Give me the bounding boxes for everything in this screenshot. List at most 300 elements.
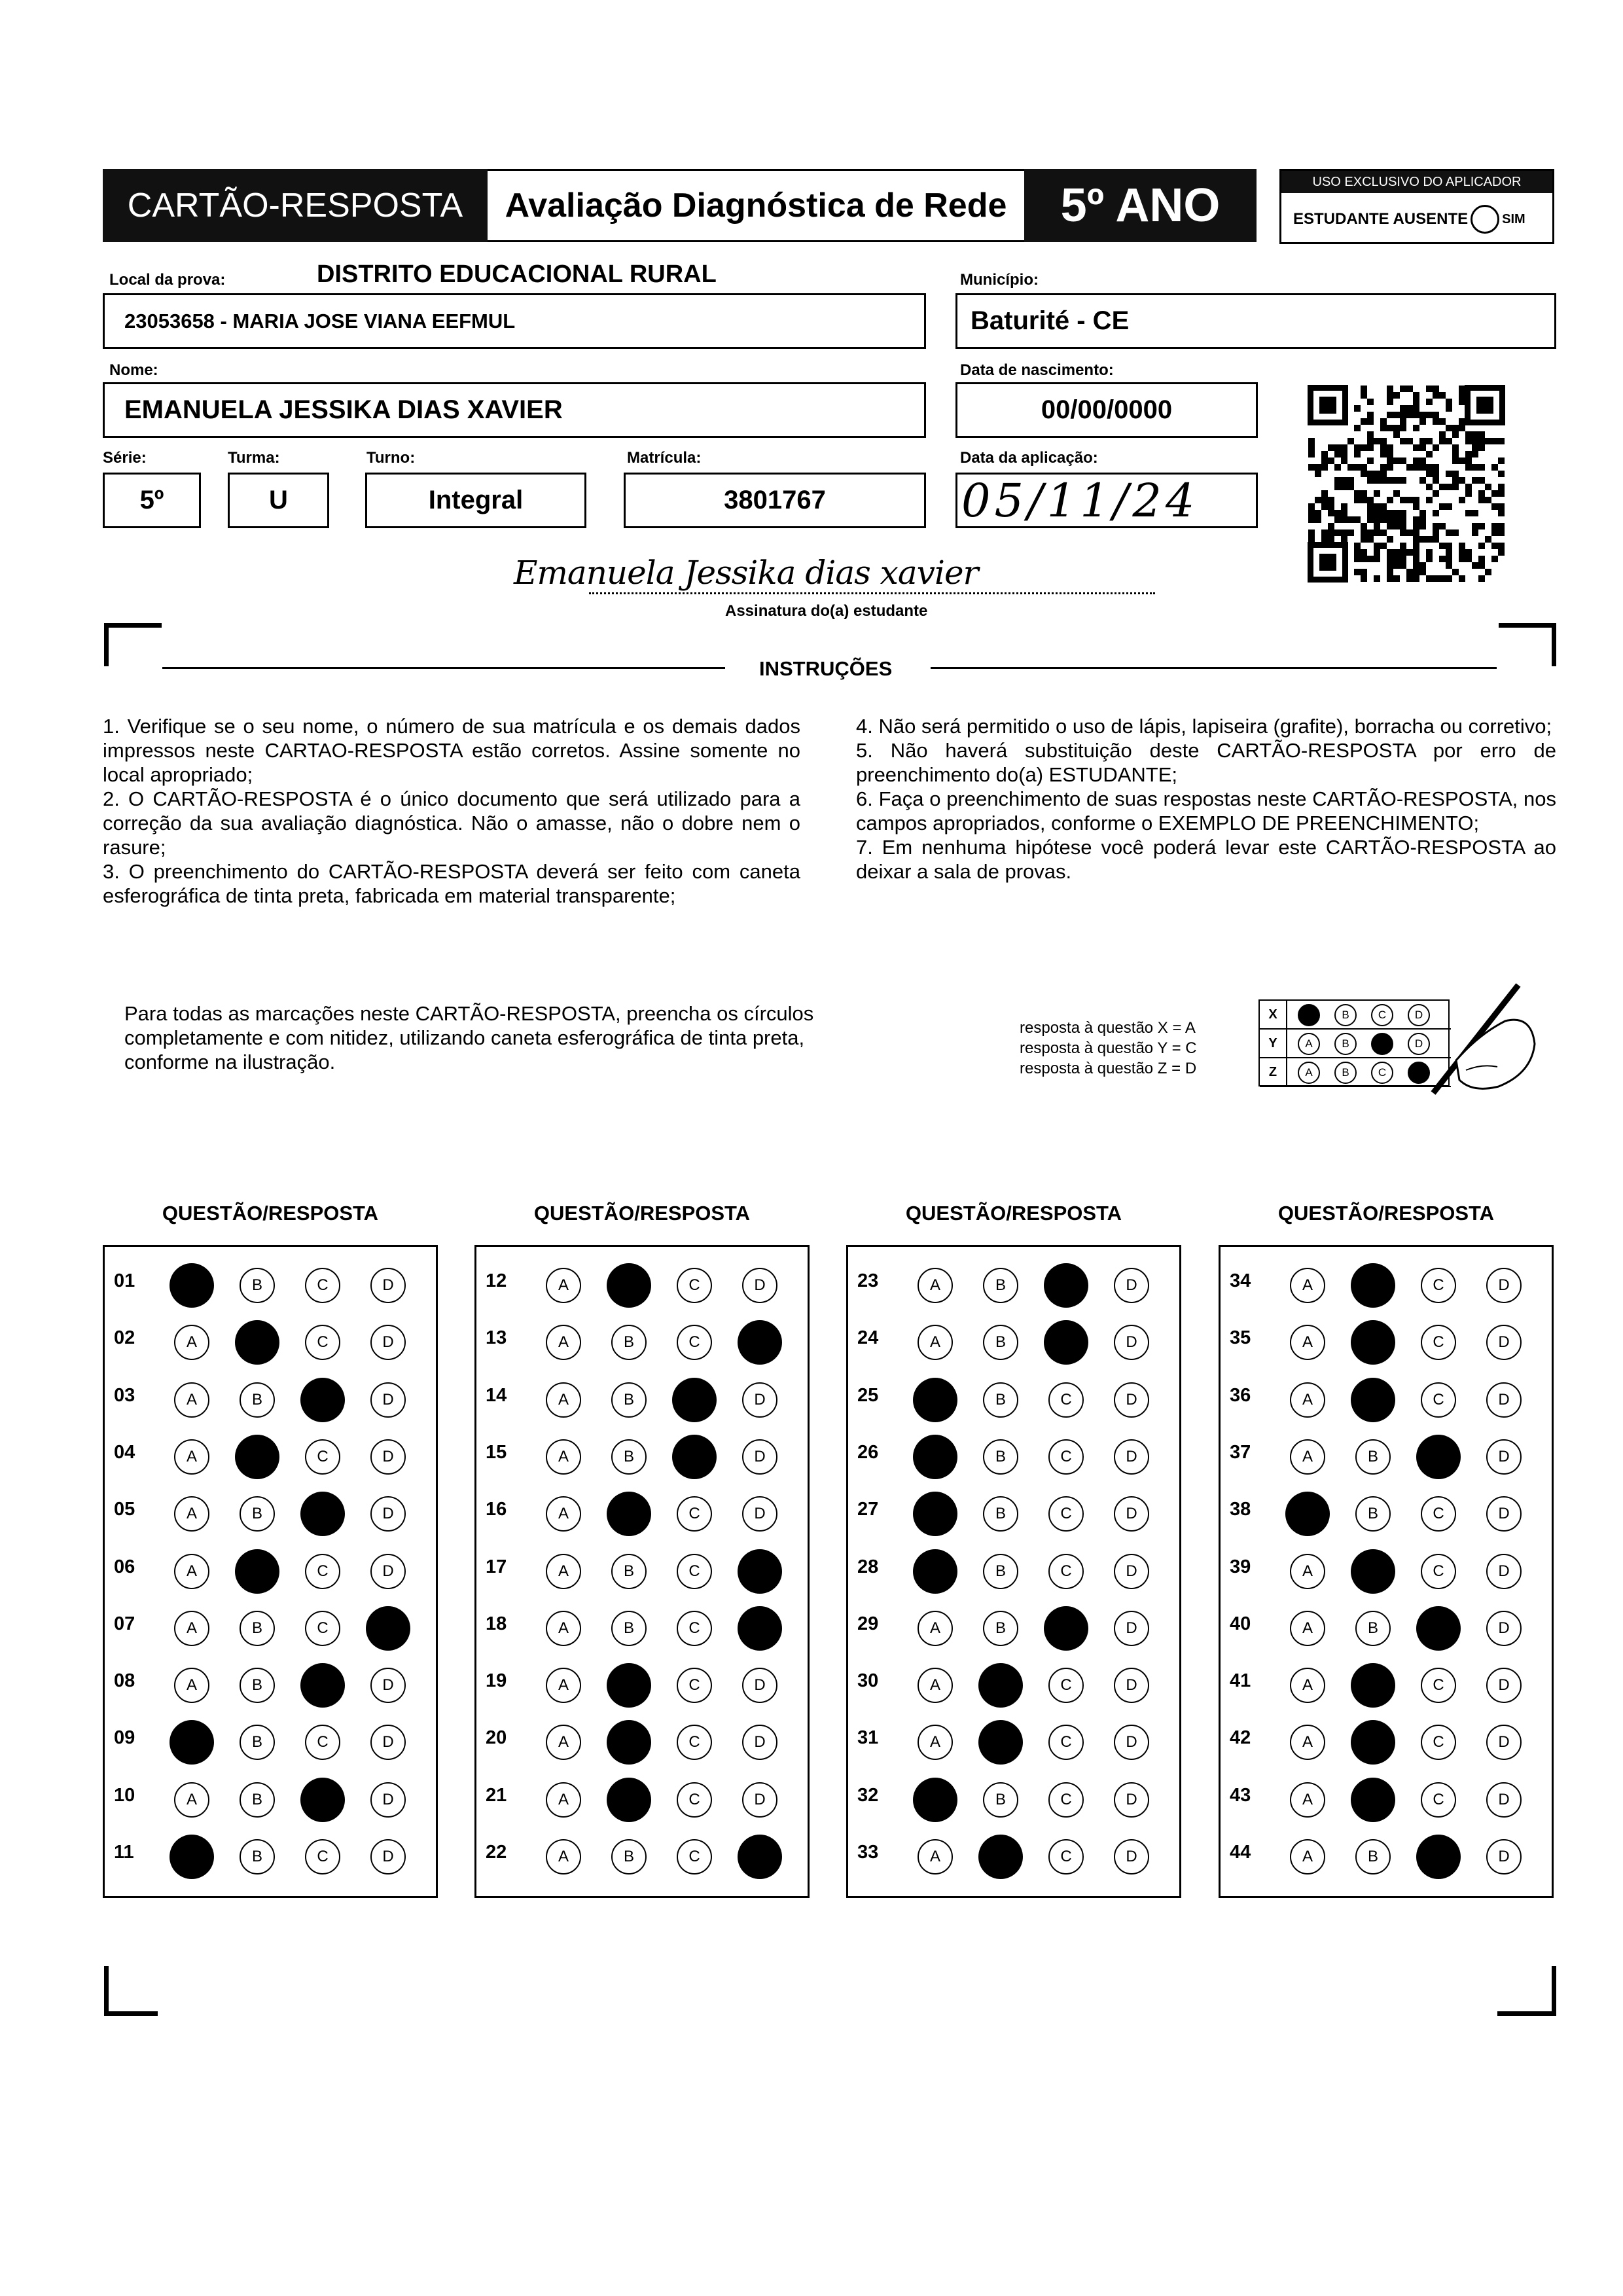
qr-module: [1334, 529, 1341, 536]
answer-bubble-a[interactable]: [169, 1720, 214, 1765]
qr-module: [1413, 392, 1419, 399]
answer-bubble-b[interactable]: [1351, 1378, 1395, 1422]
answer-bubble-c[interactable]: [672, 1435, 717, 1479]
qr-module: [1387, 497, 1393, 503]
answer-bubble-d[interactable]: D: [742, 1725, 777, 1760]
answer-bubble-a[interactable]: A: [546, 1839, 581, 1874]
answer-bubble-c[interactable]: C: [1421, 1554, 1456, 1589]
qr-module: [1380, 529, 1387, 536]
qr-module: [1387, 523, 1393, 529]
answer-bubble-a[interactable]: A: [546, 1325, 581, 1360]
pen-hand-icon: [1420, 982, 1538, 1106]
qr-module: [1400, 425, 1406, 431]
answer-bubble-b[interactable]: [235, 1320, 279, 1365]
answer-bubble-c[interactable]: [1416, 1435, 1461, 1479]
column-title: QUESTÃO/RESPOSTA: [1277, 1202, 1495, 1225]
answer-bubble-d[interactable]: D: [742, 1382, 777, 1418]
answer-bubble-b[interactable]: [235, 1435, 279, 1479]
answer-bubble-a[interactable]: A: [174, 1668, 209, 1703]
answer-bubble-c[interactable]: C: [677, 1325, 712, 1360]
qr-module: [1354, 549, 1361, 556]
answer-bubble-d[interactable]: D: [1486, 1782, 1522, 1818]
qr-module: [1478, 556, 1485, 562]
qr-module: [1491, 543, 1498, 549]
qr-module: [1361, 536, 1367, 543]
answer-bubble-c[interactable]: C: [677, 1554, 712, 1589]
qr-module: [1367, 438, 1374, 444]
answer-bubble-c[interactable]: [1044, 1606, 1088, 1651]
question-number: 13: [486, 1327, 507, 1349]
answer-bubble-a[interactable]: A: [174, 1325, 209, 1360]
answer-bubble-a[interactable]: [169, 1835, 214, 1879]
answer-bubble-d[interactable]: [738, 1606, 782, 1651]
answer-bubble-a[interactable]: A: [1290, 1782, 1325, 1818]
answer-bubble-d[interactable]: [738, 1320, 782, 1365]
question-row: [1221, 1603, 1552, 1642]
qr-module: [1465, 556, 1472, 562]
answer-bubble-d[interactable]: D: [1486, 1382, 1522, 1418]
answer-bubble-c[interactable]: [1044, 1263, 1088, 1308]
answer-bubble-d[interactable]: D: [370, 1325, 406, 1360]
answer-bubble-a[interactable]: A: [1290, 1839, 1325, 1874]
qr-module: [1433, 523, 1439, 529]
nascimento-label: Data de nascimento:: [960, 361, 1114, 379]
answer-bubble-a[interactable]: A: [918, 1325, 953, 1360]
qr-module: [1374, 556, 1380, 562]
answer-bubble-b[interactable]: B: [983, 1611, 1018, 1646]
answer-bubble-d[interactable]: D: [1486, 1439, 1522, 1475]
qr-module: [1341, 536, 1347, 543]
answer-bubble-d[interactable]: D: [1114, 1725, 1149, 1760]
answer-bubble-c[interactable]: C: [305, 1268, 340, 1303]
qr-module: [1413, 549, 1419, 556]
answer-bubble-c[interactable]: C: [677, 1611, 712, 1646]
answer-bubble-c[interactable]: C: [677, 1782, 712, 1818]
answer-bubble-c[interactable]: C: [677, 1668, 712, 1703]
answer-bubble-a[interactable]: A: [174, 1554, 209, 1589]
qr-module: [1387, 516, 1393, 523]
answer-bubble-a[interactable]: A: [918, 1839, 953, 1874]
qr-module: [1393, 516, 1400, 523]
qr-module: [1419, 536, 1426, 543]
answer-bubble-d[interactable]: D: [1114, 1782, 1149, 1818]
answer-bubble-b[interactable]: [607, 1720, 651, 1765]
answer-bubble-a[interactable]: A: [546, 1725, 581, 1760]
example-bubble-b: B: [1334, 1004, 1357, 1026]
answer-bubble-d[interactable]: D: [370, 1725, 406, 1760]
answer-bubble-b[interactable]: B: [611, 1325, 647, 1360]
question-row: [105, 1774, 436, 1814]
answer-bubble-a[interactable]: A: [174, 1439, 209, 1475]
answer-bubble-a[interactable]: A: [546, 1496, 581, 1532]
answer-bubble-c[interactable]: C: [305, 1611, 340, 1646]
qr-module: [1426, 451, 1433, 457]
signature-line: [589, 592, 1155, 594]
answer-column: [1219, 1245, 1554, 1898]
absent-checkbox[interactable]: [1471, 205, 1499, 234]
qr-module: [1334, 477, 1341, 484]
answer-bubble-a[interactable]: [913, 1435, 957, 1479]
answer-bubble-c[interactable]: [672, 1378, 717, 1422]
qr-module: [1380, 451, 1387, 457]
answer-bubble-c[interactable]: C: [1048, 1554, 1084, 1589]
answer-bubble-b[interactable]: B: [240, 1496, 275, 1532]
answer-bubble-b[interactable]: [1351, 1778, 1395, 1822]
answer-bubble-d[interactable]: D: [742, 1668, 777, 1703]
question-row: [105, 1374, 436, 1414]
answer-bubble-d[interactable]: D: [1486, 1668, 1522, 1703]
answer-bubble-d[interactable]: D: [1486, 1268, 1522, 1303]
question-number: 03: [114, 1384, 135, 1406]
answer-bubble-a[interactable]: A: [1290, 1325, 1325, 1360]
answer-bubble-c[interactable]: C: [305, 1439, 340, 1475]
answer-bubble-c[interactable]: C: [1048, 1725, 1084, 1760]
qr-module: [1498, 503, 1505, 510]
question-number: 26: [857, 1441, 879, 1463]
answer-bubble-a[interactable]: A: [174, 1782, 209, 1818]
answer-bubble-c[interactable]: C: [305, 1554, 340, 1589]
answer-bubble-b[interactable]: [1351, 1263, 1395, 1308]
qr-module: [1433, 529, 1439, 536]
answer-bubble-b[interactable]: B: [611, 1839, 647, 1874]
answer-bubble-c[interactable]: C: [1421, 1668, 1456, 1703]
answer-bubble-b[interactable]: [1351, 1549, 1395, 1594]
answer-bubble-a[interactable]: A: [174, 1496, 209, 1532]
answer-bubble-c[interactable]: C: [1421, 1325, 1456, 1360]
answer-bubble-b[interactable]: B: [983, 1554, 1018, 1589]
qr-module: [1465, 510, 1472, 516]
answer-bubble-d[interactable]: D: [1114, 1554, 1149, 1589]
answer-bubble-c[interactable]: C: [1421, 1268, 1456, 1303]
answer-bubble-c[interactable]: C: [1421, 1496, 1456, 1532]
qr-module: [1472, 431, 1478, 438]
answer-bubble-a[interactable]: A: [174, 1611, 209, 1646]
answer-bubble-c[interactable]: C: [677, 1839, 712, 1874]
answer-bubble-c[interactable]: C: [677, 1725, 712, 1760]
qr-module: [1387, 464, 1393, 471]
answer-bubble-b[interactable]: B: [983, 1439, 1018, 1475]
qr-module: [1413, 457, 1419, 464]
answer-bubble-d[interactable]: D: [1114, 1668, 1149, 1703]
answer-bubble-c[interactable]: C: [305, 1325, 340, 1360]
answer-bubble-a[interactable]: A: [918, 1268, 953, 1303]
answer-bubble-a[interactable]: A: [918, 1668, 953, 1703]
answer-bubble-a[interactable]: A: [546, 1439, 581, 1475]
answer-bubble-d[interactable]: D: [1114, 1382, 1149, 1418]
answer-bubble-a[interactable]: A: [1290, 1439, 1325, 1475]
qr-module: [1321, 497, 1328, 503]
qr-module: [1393, 477, 1400, 484]
answer-bubble-a[interactable]: [913, 1549, 957, 1594]
qr-module: [1380, 543, 1387, 549]
answer-bubble-c[interactable]: [1416, 1606, 1461, 1651]
answer-bubble-d[interactable]: D: [742, 1268, 777, 1303]
answer-bubble-c[interactable]: C: [1048, 1839, 1084, 1874]
answer-bubble-d[interactable]: D: [1486, 1325, 1522, 1360]
aplicacao-field: 05/11/24: [955, 473, 1258, 528]
qr-module: [1361, 523, 1367, 529]
answer-bubble-c[interactable]: [300, 1663, 345, 1708]
answer-bubble-b[interactable]: B: [240, 1382, 275, 1418]
answer-bubble-a[interactable]: [913, 1378, 957, 1422]
question-row: [1221, 1831, 1552, 1871]
answer-bubble-b[interactable]: B: [240, 1268, 275, 1303]
example-bubble-a: [1298, 1004, 1320, 1026]
answer-bubble-a[interactable]: A: [546, 1611, 581, 1646]
answer-bubble-d[interactable]: D: [370, 1439, 406, 1475]
answer-bubble-b[interactable]: B: [983, 1382, 1018, 1418]
qr-module: [1393, 392, 1400, 399]
answer-bubble-b[interactable]: [235, 1549, 279, 1594]
answer-bubble-c[interactable]: C: [1048, 1439, 1084, 1475]
answer-bubble-b[interactable]: B: [983, 1325, 1018, 1360]
qr-module: [1400, 457, 1406, 464]
answer-bubble-d[interactable]: D: [1114, 1439, 1149, 1475]
answer-bubble-a[interactable]: A: [174, 1382, 209, 1418]
aplicacao-label: Data da aplicação:: [960, 449, 1098, 467]
qr-module: [1393, 575, 1400, 582]
answer-bubble-a[interactable]: A: [1290, 1611, 1325, 1646]
qr-module: [1321, 529, 1328, 536]
qr-code: [1308, 385, 1505, 583]
answer-bubble-b[interactable]: [978, 1835, 1023, 1879]
question-number: 29: [857, 1613, 879, 1634]
answer-bubble-c[interactable]: [300, 1778, 345, 1822]
answer-bubble-c[interactable]: C: [305, 1725, 340, 1760]
answer-bubble-b[interactable]: [607, 1663, 651, 1708]
answer-bubble-c[interactable]: C: [1421, 1782, 1456, 1818]
answer-bubble-b[interactable]: B: [240, 1668, 275, 1703]
qr-module: [1380, 477, 1387, 484]
answer-bubble-a[interactable]: A: [1290, 1382, 1325, 1418]
answer-bubble-a[interactable]: A: [1290, 1668, 1325, 1703]
qr-module: [1433, 464, 1439, 471]
answer-bubble-b[interactable]: B: [240, 1725, 275, 1760]
question-number: 22: [486, 1842, 507, 1863]
answer-bubble-d[interactable]: D: [1486, 1496, 1522, 1532]
answer-bubble-b[interactable]: [1351, 1320, 1395, 1365]
answer-bubble-d[interactable]: D: [370, 1839, 406, 1874]
answer-bubble-d[interactable]: D: [742, 1439, 777, 1475]
example-bubble-d: D: [1408, 1033, 1430, 1055]
answer-bubble-c[interactable]: C: [1048, 1782, 1084, 1818]
answer-bubble-a[interactable]: [913, 1778, 957, 1822]
answer-bubble-b[interactable]: [1351, 1663, 1395, 1708]
answer-bubble-b[interactable]: B: [240, 1839, 275, 1874]
answer-bubble-b[interactable]: [1351, 1720, 1395, 1765]
answer-bubble-b[interactable]: [607, 1778, 651, 1822]
answer-bubble-c[interactable]: C: [305, 1839, 340, 1874]
qr-module: [1459, 418, 1465, 425]
qr-module: [1446, 399, 1452, 405]
qr-module: [1413, 569, 1419, 575]
example-bubble-a: A: [1298, 1033, 1320, 1055]
qr-module: [1413, 562, 1419, 569]
answer-bubble-b[interactable]: B: [611, 1382, 647, 1418]
answer-bubble-a[interactable]: A: [546, 1782, 581, 1818]
qr-module: [1465, 457, 1472, 464]
answer-bubble-b[interactable]: B: [1355, 1611, 1391, 1646]
answer-bubble-c[interactable]: C: [1421, 1725, 1456, 1760]
qr-module: [1393, 431, 1400, 438]
answer-bubble-a[interactable]: A: [1290, 1268, 1325, 1303]
qr-module: [1419, 457, 1426, 464]
qr-module: [1315, 516, 1321, 523]
qr-module: [1426, 536, 1433, 543]
qr-module: [1472, 477, 1478, 484]
question-row: [476, 1831, 808, 1871]
answer-bubble-d[interactable]: [738, 1549, 782, 1594]
answer-bubble-d[interactable]: D: [370, 1382, 406, 1418]
qr-module: [1380, 516, 1387, 523]
question-number: 34: [1230, 1270, 1251, 1291]
qr-module: [1465, 431, 1472, 438]
qr-module: [1400, 412, 1406, 418]
question-number: 06: [114, 1556, 135, 1577]
qr-module: [1315, 510, 1321, 516]
answer-bubble-a[interactable]: A: [546, 1268, 581, 1303]
answer-bubble-d[interactable]: [366, 1606, 410, 1651]
qr-module: [1413, 464, 1419, 471]
qr-module: [1465, 464, 1472, 471]
qr-module: [1459, 497, 1465, 503]
answer-bubble-d[interactable]: D: [1486, 1611, 1522, 1646]
question-number: 24: [857, 1327, 879, 1349]
answer-bubble-d[interactable]: D: [1114, 1839, 1149, 1874]
answer-bubble-b[interactable]: B: [983, 1268, 1018, 1303]
answer-bubble-d[interactable]: D: [370, 1268, 406, 1303]
turma-label: Turma:: [228, 449, 280, 467]
answer-bubble-c[interactable]: C: [677, 1268, 712, 1303]
question-row: [848, 1374, 1179, 1414]
qr-module: [1387, 477, 1393, 484]
qr-module: [1478, 523, 1485, 529]
answer-bubble-a[interactable]: [1285, 1492, 1330, 1536]
answer-bubble-b[interactable]: B: [240, 1611, 275, 1646]
answer-bubble-b[interactable]: B: [240, 1782, 275, 1818]
qr-module: [1400, 386, 1406, 392]
answer-bubble-c[interactable]: C: [1048, 1496, 1084, 1532]
example-bubble-a: A: [1298, 1062, 1320, 1084]
answer-bubble-c[interactable]: C: [1048, 1668, 1084, 1703]
question-row: [848, 1717, 1179, 1756]
answer-bubble-c[interactable]: C: [1048, 1382, 1084, 1418]
answer-bubble-a[interactable]: [169, 1263, 214, 1308]
qr-module: [1491, 523, 1498, 529]
corner-mark-top-right: [1552, 623, 1556, 666]
answer-bubble-a[interactable]: A: [546, 1382, 581, 1418]
answer-bubble-b[interactable]: B: [1355, 1839, 1391, 1874]
answer-bubble-b[interactable]: [978, 1720, 1023, 1765]
answer-bubble-d[interactable]: D: [370, 1554, 406, 1589]
answer-bubble-c[interactable]: [1416, 1835, 1461, 1879]
qr-module: [1406, 497, 1413, 503]
answer-bubble-b[interactable]: [607, 1492, 651, 1536]
qr-module: [1328, 510, 1334, 516]
question-row: [848, 1603, 1179, 1642]
qr-module: [1498, 438, 1505, 444]
qr-module: [1308, 516, 1315, 523]
answer-bubble-a[interactable]: [913, 1492, 957, 1536]
answer-bubble-a[interactable]: A: [918, 1725, 953, 1760]
answer-bubble-a[interactable]: A: [546, 1554, 581, 1589]
answer-bubble-d[interactable]: D: [1114, 1268, 1149, 1303]
matricula-label: Matrícula:: [627, 449, 702, 467]
qr-module: [1446, 562, 1452, 569]
answer-bubble-b[interactable]: [978, 1663, 1023, 1708]
answer-bubble-b[interactable]: B: [1355, 1439, 1391, 1475]
answer-bubble-b[interactable]: B: [611, 1439, 647, 1475]
qr-module: [1315, 464, 1321, 471]
qr-module: [1459, 549, 1465, 556]
answer-bubble-c[interactable]: C: [1421, 1382, 1456, 1418]
answer-bubble-d[interactable]: D: [370, 1782, 406, 1818]
turno-field: Integral: [365, 473, 586, 528]
answer-bubble-d[interactable]: D: [370, 1496, 406, 1532]
qr-module: [1308, 503, 1315, 510]
answer-bubble-d[interactable]: [738, 1835, 782, 1879]
qr-module: [1459, 556, 1465, 562]
answer-bubble-c[interactable]: [300, 1378, 345, 1422]
qr-module: [1472, 444, 1478, 451]
qr-module: [1321, 457, 1328, 464]
qr-module: [1347, 516, 1354, 523]
question-row: [1221, 1260, 1552, 1299]
answer-bubble-a[interactable]: A: [1290, 1554, 1325, 1589]
qr-module: [1328, 529, 1334, 536]
answer-bubble-b[interactable]: B: [983, 1782, 1018, 1818]
answer-bubble-d[interactable]: D: [1114, 1325, 1149, 1360]
question-row: [105, 1603, 436, 1642]
answer-bubble-d[interactable]: D: [742, 1782, 777, 1818]
qr-module: [1374, 529, 1380, 536]
answer-bubble-c[interactable]: [1044, 1320, 1088, 1365]
answer-bubble-a[interactable]: A: [546, 1668, 581, 1703]
answer-bubble-d[interactable]: D: [742, 1496, 777, 1532]
answer-bubble-d[interactable]: D: [370, 1668, 406, 1703]
question-number: 33: [857, 1842, 879, 1863]
answer-bubble-a[interactable]: A: [1290, 1725, 1325, 1760]
answer-bubble-b[interactable]: B: [1355, 1496, 1391, 1532]
answer-bubble-d[interactable]: D: [1114, 1496, 1149, 1532]
answer-bubble-a[interactable]: A: [918, 1611, 953, 1646]
answer-bubble-b[interactable]: B: [611, 1554, 647, 1589]
answer-bubble-d[interactable]: D: [1114, 1611, 1149, 1646]
answer-bubble-d[interactable]: D: [1486, 1554, 1522, 1589]
qr-module: [1491, 556, 1498, 562]
answer-bubble-b[interactable]: [607, 1263, 651, 1308]
answer-bubble-b[interactable]: B: [611, 1611, 647, 1646]
qr-module: [1393, 556, 1400, 562]
assessment-title: Avaliação Diagnóstica de Rede: [488, 169, 1024, 242]
answer-bubble-c[interactable]: [300, 1492, 345, 1536]
answer-bubble-d[interactable]: D: [1486, 1839, 1522, 1874]
qr-module: [1459, 392, 1465, 399]
local-field: 23053658 - MARIA JOSE VIANA EEFMUL: [103, 293, 926, 349]
qr-module: [1341, 444, 1347, 451]
answer-bubble-c[interactable]: C: [677, 1496, 712, 1532]
question-number: 28: [857, 1556, 879, 1577]
qr-module: [1433, 575, 1439, 582]
qr-module: [1400, 510, 1406, 516]
qr-module: [1374, 503, 1380, 510]
qr-module: [1361, 418, 1367, 425]
qr-module: [1321, 490, 1328, 497]
answer-bubble-b[interactable]: B: [983, 1496, 1018, 1532]
qr-module: [1439, 431, 1446, 438]
qr-module: [1498, 543, 1505, 549]
answer-bubble-d[interactable]: D: [1486, 1725, 1522, 1760]
